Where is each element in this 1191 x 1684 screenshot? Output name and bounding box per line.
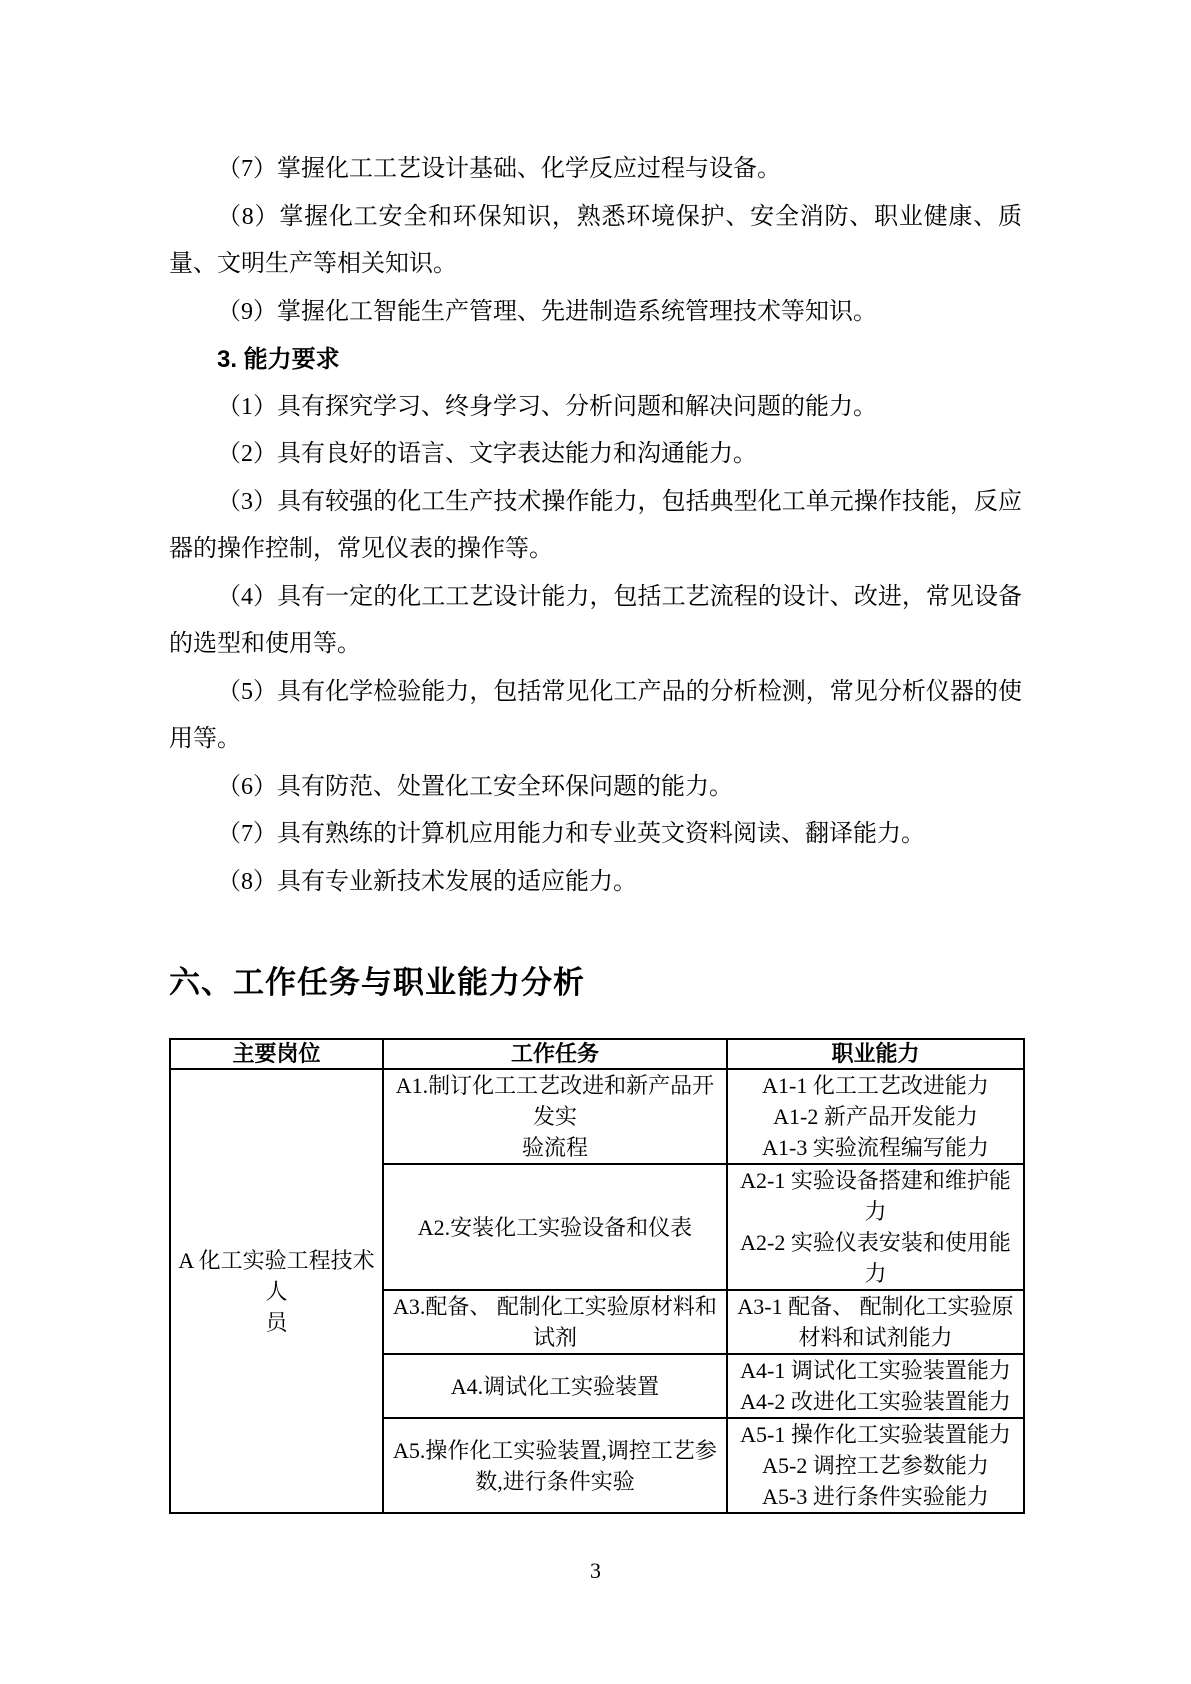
task-cell-a4: A4.调试化工实验装置	[383, 1354, 727, 1418]
task-cell-a5: A5.操作化工实验装置,调控工艺参 数,进行条件实验	[383, 1418, 727, 1513]
table-row	[170, 1069, 1024, 1164]
ability-item-8: （8）具有专业新技术发展的适应能力。	[217, 868, 637, 895]
header-professional-ability: 职业能力	[727, 1039, 1024, 1069]
table-header-row	[170, 1039, 1024, 1069]
ability-item-2: （2）具有良好的语言、文字表达能力和沟通能力。	[217, 441, 757, 467]
task-ability-table	[169, 1038, 1025, 1514]
ability-cell-a5: A5-1 操作化工实验装置能力 A5-2 调控工艺参数能力 A5-3 进行条件实验能力	[727, 1418, 1024, 1513]
ability-item-7: （7）具有熟练的计算机应用能力和专业英文资料阅读、翻译能力。	[217, 821, 925, 847]
knowledge-item-8: （8）掌握化工安全和环保知识，熟悉环境保护、安全消防、职业健康、质量、文明生产等相关知识。	[169, 203, 1022, 277]
ability-item-6: （6）具有防范、处置化工安全环保问题的能力。	[217, 773, 733, 800]
ability-cell-a4: A4-1 调试化工实验装置能力 A4-2 改进化工实验装置能力	[727, 1354, 1024, 1418]
knowledge-item-7: （7）掌握化工工艺设计基础、化学反应过程与设备。	[217, 156, 781, 182]
page-number: 3	[590, 1558, 601, 1583]
ability-item-5: （5）具有化学检验能力，包括常见化工产品的分析检测，常见分析仪器的使用等。	[169, 678, 1022, 752]
position-cell	[170, 1069, 383, 1513]
position-line: A 化工实验工程技术人	[178, 1247, 375, 1304]
task-cell-a3: A3.配备、 配制化工实验原材料和 试剂	[383, 1290, 727, 1354]
task-cell-a1: A1.制订化工工艺改进和新产品开 发实 验流程	[383, 1069, 727, 1164]
position-line: 员	[265, 1309, 288, 1335]
page-content	[169, 146, 1022, 1514]
task-cell-a2: A2.安装化工实验设备和仪表	[383, 1164, 727, 1290]
ability-cell-a3: A3-1 配备、 配制化工实验原 材料和试剂能力	[727, 1290, 1024, 1354]
ability-item-1: （1）具有探究学习、终身学习、分析问题和解决问题的能力。	[217, 393, 877, 420]
ability-section-heading: 3. 能力要求	[217, 346, 340, 373]
section6-heading: 六、工作任务与职业能力分析	[169, 965, 585, 1000]
header-work-task: 工作任务	[383, 1039, 727, 1069]
ability-item-3: （3）具有较强的化工生产技术操作能力，包括典型化工单元操作技能，反应器的操作控制，常见仪表的操作等。	[169, 488, 1022, 562]
ability-item-4: （4）具有一定的化工工艺设计能力，包括工艺流程的设计、改进，常见设备的选型和使用等。	[169, 583, 1022, 657]
header-main-position: 主要岗位	[170, 1039, 383, 1069]
knowledge-item-9: （9）掌握化工智能生产管理、先进制造系统管理技术等知识。	[217, 298, 877, 325]
ability-cell-a1: A1-1 化工工艺改进能力 A1-2 新产品开发能力 A1-3 实验流程编写能力	[727, 1069, 1024, 1164]
ability-cell-a2: A2-1 实验设备搭建和维护能 力 A2-2 实验仪表安装和使用能 力	[727, 1164, 1024, 1290]
